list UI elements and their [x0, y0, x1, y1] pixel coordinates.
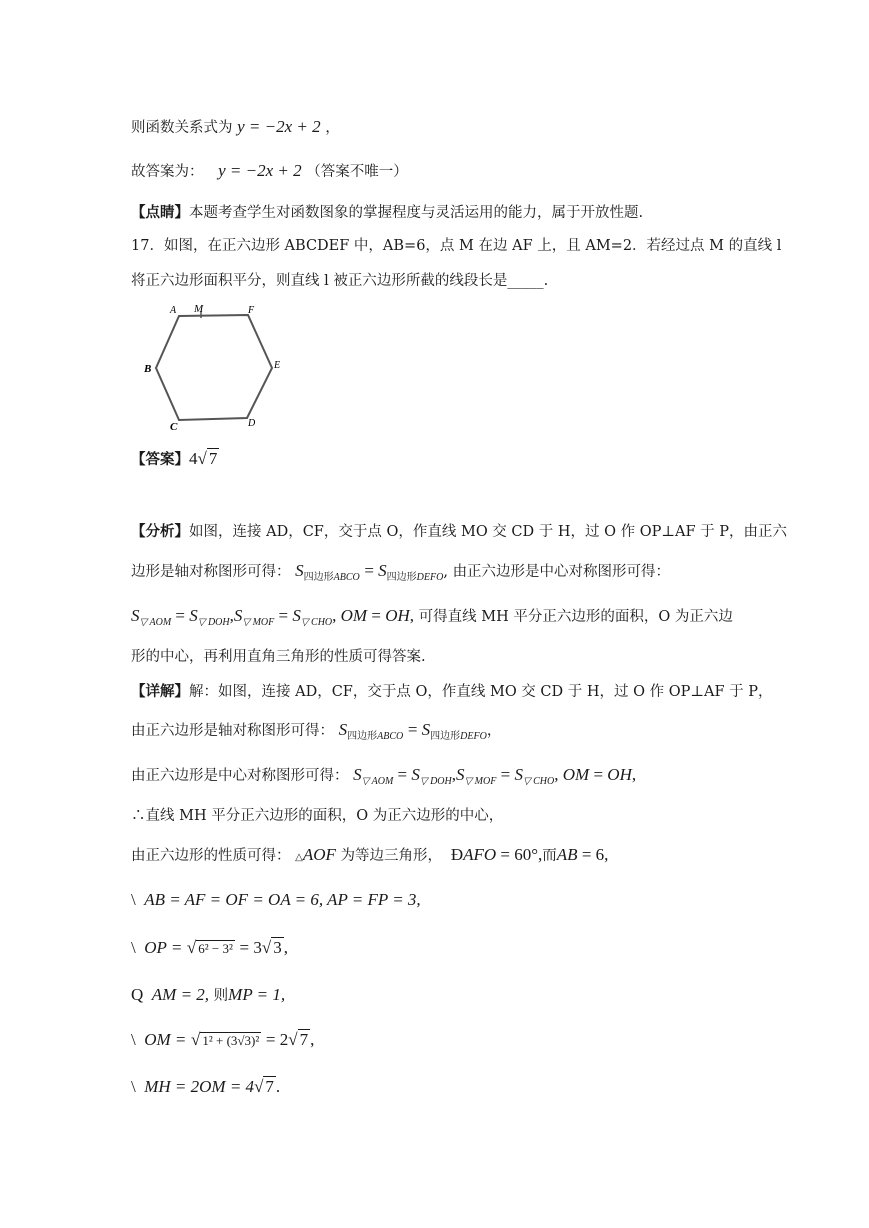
text: 由正六边形是中心对称图形可得：: [131, 768, 349, 784]
step-4: \ OM = √ 1² + (3√3)² = 2√ 7 ,: [131, 1030, 315, 1049]
math: y = −2x + 2: [237, 117, 321, 136]
label-a: A: [170, 305, 177, 316]
answer-radicand: 7: [208, 449, 218, 468]
radicand: 6² − 3²: [198, 941, 233, 956]
detail-text: 解：如图，连接 AD，CF，交于点 O，作直线 MO 交 CD 于 H，过 O 作 OP⊥AF 于 P，: [189, 684, 773, 700]
comment-line: [131, 203, 643, 223]
label-f: F: [248, 305, 255, 316]
text: 边形是轴对称图形可得：: [131, 564, 291, 580]
text: 故答案为：: [131, 164, 204, 180]
radicand: 7: [299, 1030, 309, 1049]
math: OM =: [144, 1030, 187, 1049]
hexagon-figure: [138, 298, 288, 433]
analysis-line-2: 边形是轴对称图形可得： $S_{四边形ABCO} = S_{四边形DEFO}$, 由正六边形是中心对称图形可得：: [131, 561, 671, 583]
text: 则: [213, 988, 229, 1004]
math: = 2: [265, 1030, 289, 1049]
detail-line-3: 由正六边形是中心对称图形可得： $S_{▽ AOM} = S_{▽ DOH},S_{▽ MOF} = S_{▽ CHO}$, OM = OH,: [131, 765, 637, 787]
text: 可得直线 MH 平分正六边形的面积，O 为正六边: [418, 609, 733, 625]
detail-tag: 【详解】: [131, 683, 189, 700]
math: AB = AF = OF = OA = 6, AP = FP = 3,: [144, 890, 421, 909]
text: 由正六边形是轴对称图形可得：: [131, 723, 334, 739]
detail-line-5: 由正六边形的性质可得： △AOF 为等边三角形， ÐAFO = 60°,而AB = 6,: [131, 845, 609, 864]
text: 则函数关系式为: [131, 120, 233, 136]
label-b: B: [144, 363, 152, 375]
text: （答案不唯一）: [306, 164, 408, 180]
analysis-line-1: [131, 522, 787, 542]
analysis-text: 如图，连接 AD，CF，交于点 O，作直线 MO 交 CD 于 H，过 O 作 OP⊥AF 于 P，由正六: [189, 524, 788, 540]
text: ，: [325, 120, 340, 136]
answer-coef: 4: [189, 449, 198, 468]
radicand: 7: [265, 1077, 274, 1096]
radicand: 1² + (3√3)²: [202, 1033, 260, 1048]
radicand: 3: [273, 938, 282, 957]
step-5: \ MH = 2OM = 4√ 7 .: [131, 1077, 281, 1096]
comment-text: 本题考查学生对函数图象的掌握程度与灵活运用的能力，属于开放性题.: [189, 205, 644, 221]
math: y = −2x + 2: [218, 161, 302, 180]
math: OP =: [144, 938, 183, 957]
analysis-tag: 【分析】: [131, 523, 189, 540]
question-line-1: 17．如图，在正六边形 ABCDEF 中，AB=6，点 M 在边 AF 上，且 AM=2．若经过点 M 的直线 l: [131, 238, 782, 254]
math: = 3: [239, 938, 262, 957]
text: 由正六边形是中心对称图形可得：: [452, 564, 671, 580]
question-line-2: 将正六边形面积平分，则直线 l 被正六边形所截的线段长是_____.: [131, 273, 549, 289]
math: AM = 2,: [151, 985, 210, 1004]
detail-line-2: 由正六边形是轴对称图形可得： $S_{四边形ABCO} = S_{四边形DEFO}$，: [131, 720, 502, 742]
answer-line: 【答案】4√ 7: [131, 449, 218, 468]
text: 为等边三角形，: [340, 848, 442, 864]
label-d: D: [248, 418, 256, 429]
label-e: E: [274, 360, 281, 371]
math: MH = 2OM = 4: [144, 1077, 255, 1096]
analysis-line-4: 形的中心，再利用直角三角形的性质可得答案.: [131, 649, 426, 665]
math: MP = 1,: [228, 985, 286, 1004]
text: 由正六边形的性质可得：: [131, 848, 291, 864]
answer-tag: 【答案】: [131, 451, 189, 468]
comment-tag: 【点睛】: [131, 204, 189, 221]
prev-solution-line: [131, 117, 340, 138]
step-2: \ OP = √ 6² − 3² = 3√ 3 ,: [131, 938, 288, 957]
step-3: Q AM = 2, 则MP = 1,: [131, 985, 286, 1004]
hexagon-shape: [156, 315, 272, 420]
label-c: C: [170, 421, 178, 433]
detail-line-1: [131, 682, 773, 702]
step-1: \ AB = AF = OF = OA = 6, AP = FP = 3,: [131, 890, 421, 909]
analysis-line-3: $S_{▽ AOM} = S_{▽ DOH},S_{▽ MOF} = S_{▽ CHO}$, OM = OH, 可得直线 MH 平分正六边形的面积，O 为正六边: [131, 606, 733, 628]
text: 而: [542, 848, 557, 864]
prev-answer-line: [131, 161, 408, 182]
detail-line-4: ∴直线 MH 平分正六边形的面积，O 为正六边形的中心，: [131, 808, 504, 824]
label-m: M: [194, 303, 204, 315]
